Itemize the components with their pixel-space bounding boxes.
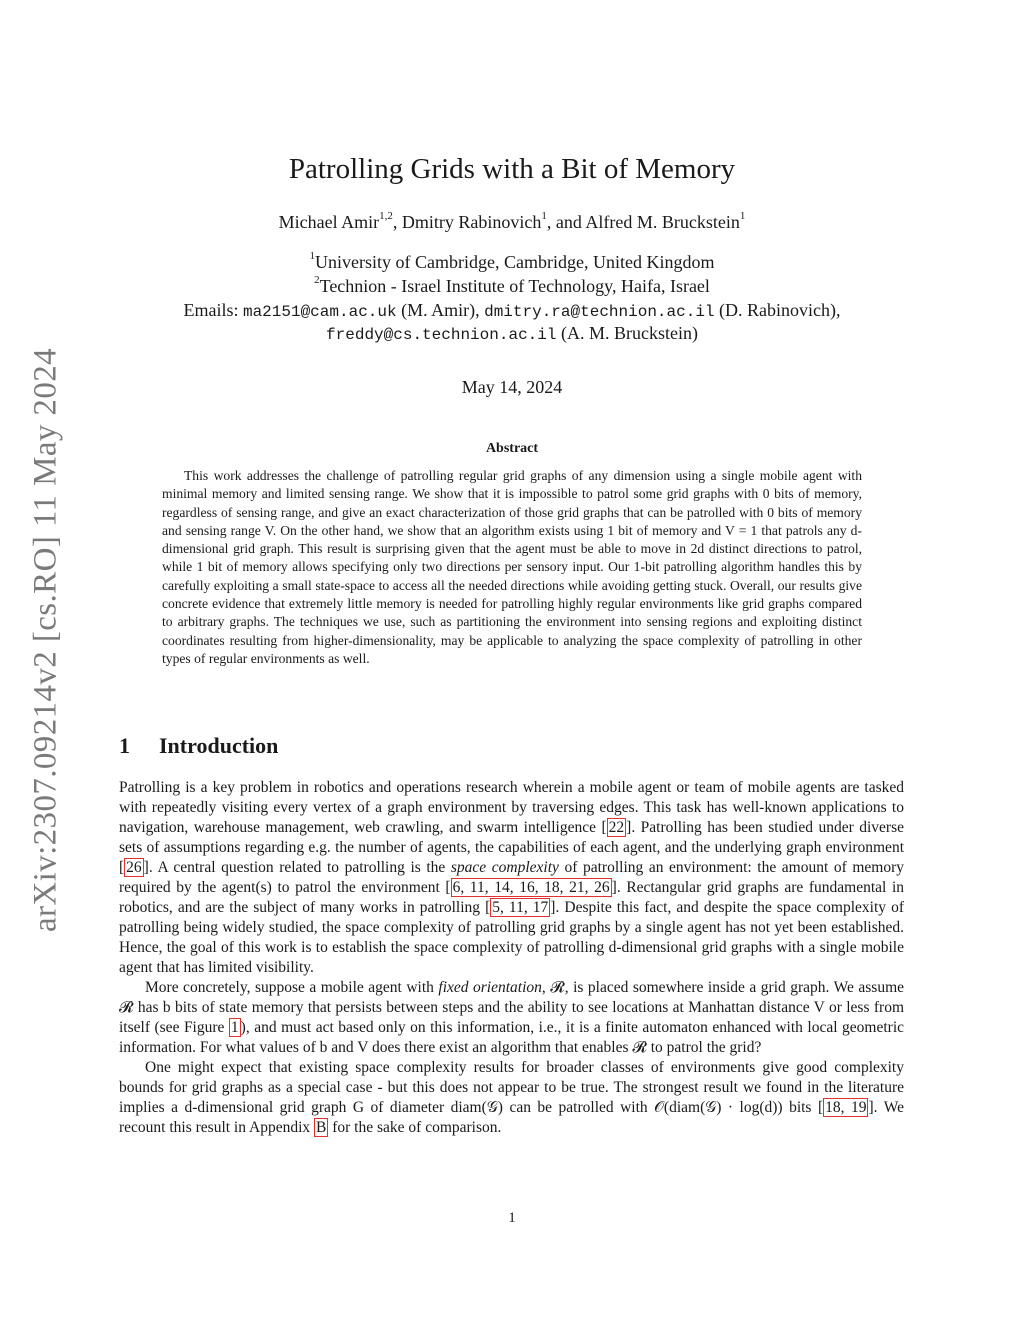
author-affiliation-mark: 1 bbox=[739, 210, 746, 222]
text-run: One might expect that existing space complexity results for broader classes of environments give good complexity bounds for grid graphs as a special case - but this does not appear to be true. The strongest result we found in the literature implies a d-dimensional grid graph G of diameter diam(𝒢) can be patrolled with 𝒪(diam(𝒢) · log(d)) bits bbox=[119, 1059, 904, 1116]
author-name: Alfred M. Bruckstein bbox=[585, 212, 740, 232]
email-owner: (M. Amir), bbox=[396, 300, 485, 320]
text-run: for the sake of comparison. bbox=[328, 1119, 502, 1136]
author-separator: , bbox=[392, 212, 402, 232]
author-affiliation-mark: 1,2 bbox=[379, 210, 393, 222]
citation-link[interactable]: 6, 11, 14, 16, 18, 21, 26 bbox=[452, 879, 610, 896]
arxiv-identifier-stamp bbox=[22, 340, 70, 940]
paragraph: Patrolling is a key problem in robotics and operations research wherein a mobile agent or team of mobile agents are tasked with repeatedly visiting every vertex of a graph environment by traversing edges. This task has well-known applications to navigation, warehouse management, web crawling, and swarm intelligence [ 22 ]. Patrolling has been studied under diverse sets of assumptions regarding e.g. the number of agents, the capabilities of each agent, and the underlying graph environment [ 26 ]. A central question related to patrolling is the space complexity of patrolling an environment: the amount of memory required by the agent(s) to patrol the environment [ 6, 11, 14, 16, 18, 21, 26 ]. Rectangular grid graphs are fundamental in robotics, and are the subject of many works in patrolling [ 5, 11, 17 ]. Despite this fact, and despite the space complexity of patrolling being widely studied, the space complexity of patrolling grid graphs by a single agent has not yet been established. Hence, the goal of this work is to establish the space complexity of patrolling d-dimensional grid graphs with a single mobile agent that has limited visibility. bbox=[119, 779, 905, 976]
page-number: 1 bbox=[508, 1210, 516, 1226]
abstract-body: This work addresses the challenge of patrolling regular grid graphs of any dimension using a single mobile agent with minimal memory and limited sensing range. We show that it is impossible to patrol some grid graphs with 0 bits of memory, regardless of sensing range, and give an exact characterization of those grid graphs that can be patrolled with 0 bits of memory and sensing range V. On the other hand, we show that an algorithm exists using 1 bit of memory and V = 1 that patrols any d-dimensional grid graph. This result is surprising given that the agent must be able to move in 2d distinct directions to patrol, while 1 bit of memory allows specifying only two directions per sensory input. Our 1-bit patrolling algorithm handles this by carefully exploiting a small state-space to access all the needed directions while avoiding getting stuck. Overall, our results give concrete evidence that extremely little memory is needed for patrolling highly regular environments like grid graphs compared to arbitrary graphs. The techniques we use, such as partitioning the environment into sensing regions and exploiting distinct coordinates resulting from higher-dimensionality, may be applicable to analyzing the space complexity of patrolling in other types of regular environments as well. bbox=[162, 468, 862, 666]
email-address[interactable]: dmitry.ra@technion.ac.il bbox=[484, 303, 715, 321]
emphasis-text: fixed orientation bbox=[438, 979, 542, 996]
author-list bbox=[0, 212, 1024, 233]
text-run: . Despite this fact, and despite the space complexity of patrolling being widely studied, the space complexity of patrolling grid graphs by a single agent has not yet been established. Hence, the goal of this work is to establish the space complexity of patrolling d-dimensional grid graphs with a single mobile agent that has limited visibility. bbox=[119, 899, 904, 976]
paper-title: Patrolling Grids with a Bit of Memory bbox=[288, 153, 736, 185]
author-separator: , and bbox=[546, 212, 586, 232]
publication-date: May 14, 2024 bbox=[461, 377, 563, 397]
section-number: 1 bbox=[119, 733, 130, 758]
email-line-1 bbox=[0, 300, 1024, 321]
section-heading bbox=[119, 733, 278, 759]
email-owner: (A. M. Bruckstein) bbox=[556, 323, 698, 343]
affiliation-mark: 2 bbox=[314, 274, 320, 286]
email-address[interactable]: ma2151@cam.ac.uk bbox=[242, 303, 397, 321]
citation-link[interactable]: 22 bbox=[608, 819, 625, 836]
email-owner: (D. Rabinovich), bbox=[714, 300, 841, 320]
text-run: of patrolling an environment: the amount of memory required by the agent(s) to patrol the environment bbox=[119, 859, 905, 896]
affiliation-text: Technion - Israel Institute of Technology, Haifa, Israel bbox=[319, 276, 710, 296]
author-affiliation-mark: 1 bbox=[541, 210, 547, 222]
citation-link[interactable]: 5, 11, 17 bbox=[492, 899, 549, 916]
text-run: . A central question related to patrolling is the bbox=[148, 859, 451, 876]
section-title: Introduction bbox=[159, 733, 279, 758]
text-run: , 𝓡, is placed somewhere inside a grid graph. We assume 𝓡 has b bits of state memory that persists between steps and the ability to see locations at Manhattan distance V or less from itself (see Figure bbox=[119, 979, 905, 1036]
text-run: . Rectangular grid graphs are fundamental in robotics, and are the subject of many works in patrolling bbox=[119, 879, 905, 916]
text-run: Patrolling is a key problem in robotics and operations research wherein a mobile agent or team of mobile agents are tasked with repeatedly visiting every vertex of a graph environment by traversing edges. This task has well-known applications to navigation, warehouse management, web crawling, and swarm intelligence bbox=[119, 779, 904, 836]
text-run: . We recount this result in Appendix bbox=[119, 1099, 904, 1136]
arxiv-identifier-text: arXiv:2307.09214v2 [cs.RO] 11 May 2024 bbox=[27, 347, 64, 933]
text-run: More concretely, suppose a mobile agent with bbox=[145, 979, 439, 996]
paragraph: One might expect that existing space complexity results for broader classes of environments give good complexity bounds for grid graphs as a special case - but this does not appear to be true. The strongest result we found in the literature implies a d-dimensional grid graph G of diameter diam(𝒢) can be patrolled with 𝒪(diam(𝒢) · log(d)) bits [ 18, 19 ]. We recount this result in Appendix B for the sake of comparison. bbox=[119, 1059, 904, 1136]
affiliation-text: University of Cambridge, Cambridge, United Kingdom bbox=[315, 252, 715, 272]
author-name: Michael Amir bbox=[278, 212, 380, 232]
email-address[interactable]: freddy@cs.technion.ac.il bbox=[326, 326, 557, 344]
text-run: ), and must act based only on this information, i.e., it is a finite automaton enhanced with local geometric information. For what values of b and V does there exist an algorithm that enables 𝓡 to patrol the grid? bbox=[119, 1019, 905, 1056]
figure-reference-link[interactable]: 1 bbox=[230, 1019, 239, 1036]
introduction-body bbox=[119, 778, 904, 1138]
text-run: . Patrolling has been studied under diverse sets of assumptions regarding e.g. the number of agents, the capabilities of each agent, and the underlying graph environment bbox=[119, 819, 904, 856]
paragraph bbox=[119, 978, 904, 1058]
emphasis-text: space complexity bbox=[450, 859, 559, 876]
author-name: Dmitry Rabinovich bbox=[401, 212, 542, 232]
appendix-reference-link[interactable]: B bbox=[316, 1119, 327, 1136]
affiliation-2 bbox=[0, 276, 1024, 297]
email-prefix: Emails: bbox=[183, 300, 243, 320]
email-line-2 bbox=[0, 323, 1024, 344]
affiliation-1 bbox=[0, 252, 1024, 273]
affiliation-mark: 1 bbox=[309, 250, 316, 262]
citation-link[interactable]: 18, 19 bbox=[825, 1099, 867, 1116]
abstract-heading: Abstract bbox=[485, 441, 539, 456]
citation-link[interactable]: 26 bbox=[126, 859, 142, 876]
